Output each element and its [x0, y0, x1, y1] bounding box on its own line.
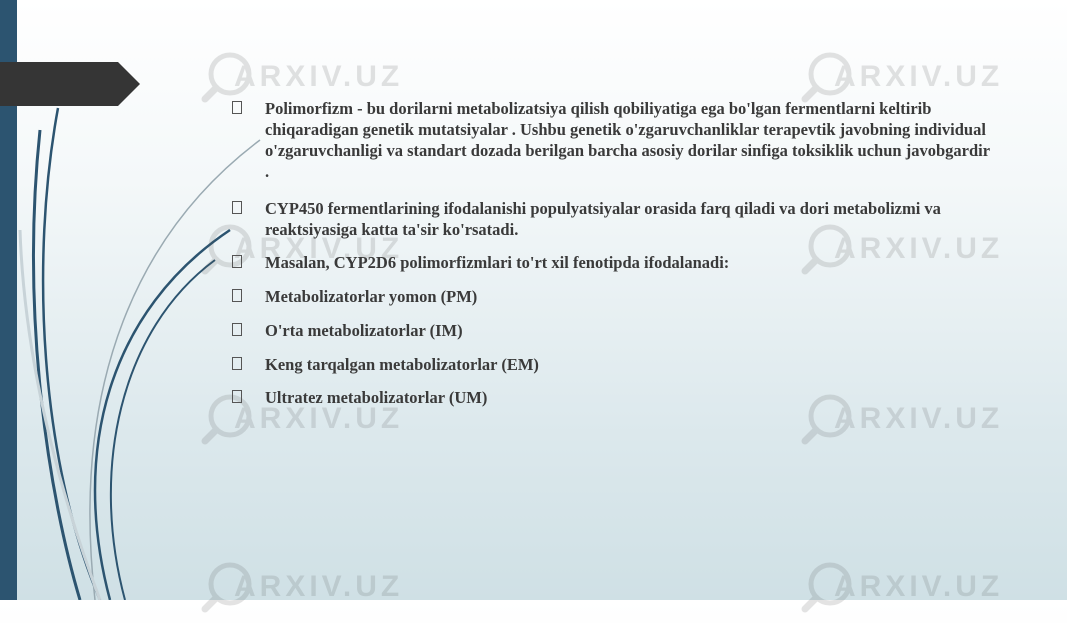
- square-bullet-icon: [232, 357, 242, 370]
- square-bullet-icon: [232, 323, 242, 336]
- square-bullet-icon: [232, 390, 242, 403]
- bullet-text: Polimorfizm - bu dorilarni metabolizatsiya qilish qobiliyatiga ega bo'lgan fermentlarni keltirib chiqaradigan genetik mutatsiyalar . Ushbu genetik o'zgaruvchanliklar terapevtik javobning individual o'zgaruvchanligi va standart dozada berilgan barcha asosiy dorilar sinfiga toksiklik uchun javobgardir .: [265, 99, 990, 181]
- watermark-text: ARXIV.UZ: [834, 232, 1000, 265]
- slide-content: [232, 98, 992, 408]
- watermark-text: ARXIV.UZ: [234, 570, 400, 603]
- bullet-text: Masalan, CYP2D6 polimorfizmlari to'rt xil fenotipda ifodalanadi:: [265, 253, 730, 272]
- title-tab: [0, 62, 140, 106]
- bullet-item: [232, 252, 992, 273]
- bullet-item: [232, 98, 992, 182]
- bullet-item: [232, 320, 992, 341]
- square-bullet-icon: [232, 289, 242, 302]
- watermark-text: ARXIV.UZ: [234, 402, 400, 435]
- watermark: [800, 558, 1000, 623]
- square-bullet-icon: [232, 201, 242, 214]
- bullet-text: O'rta metabolizatorlar (IM): [265, 321, 463, 340]
- watermark-text: ARXIV.UZ: [834, 402, 1000, 435]
- bullet-item: [232, 387, 992, 408]
- watermark-text: ARXIV.UZ: [834, 60, 1000, 93]
- bullet-item: [232, 354, 992, 375]
- bullet-item: [232, 286, 992, 307]
- watermark-text: ARXIV.UZ: [234, 232, 400, 265]
- bullet-text: Metabolizatorlar yomon (PM): [265, 287, 478, 306]
- bullet-text: Keng tarqalgan metabolizatorlar (EM): [265, 355, 539, 374]
- bullet-text: CYP450 fermentlarining ifodalanishi populyatsiyalar orasida farq qiladi va dori metabolizmi va reaktsiyasiga katta ta'sir ko'rsatadi.: [265, 199, 941, 239]
- watermark: [200, 558, 400, 623]
- watermark-text: ARXIV.UZ: [834, 570, 1000, 603]
- bullet-text: Ultratez metabolizatorlar (UM): [265, 388, 488, 407]
- square-bullet-icon: [232, 255, 242, 268]
- square-bullet-icon: [232, 101, 242, 114]
- watermark-text: ARXIV.UZ: [234, 60, 400, 93]
- bullet-item: [232, 198, 992, 240]
